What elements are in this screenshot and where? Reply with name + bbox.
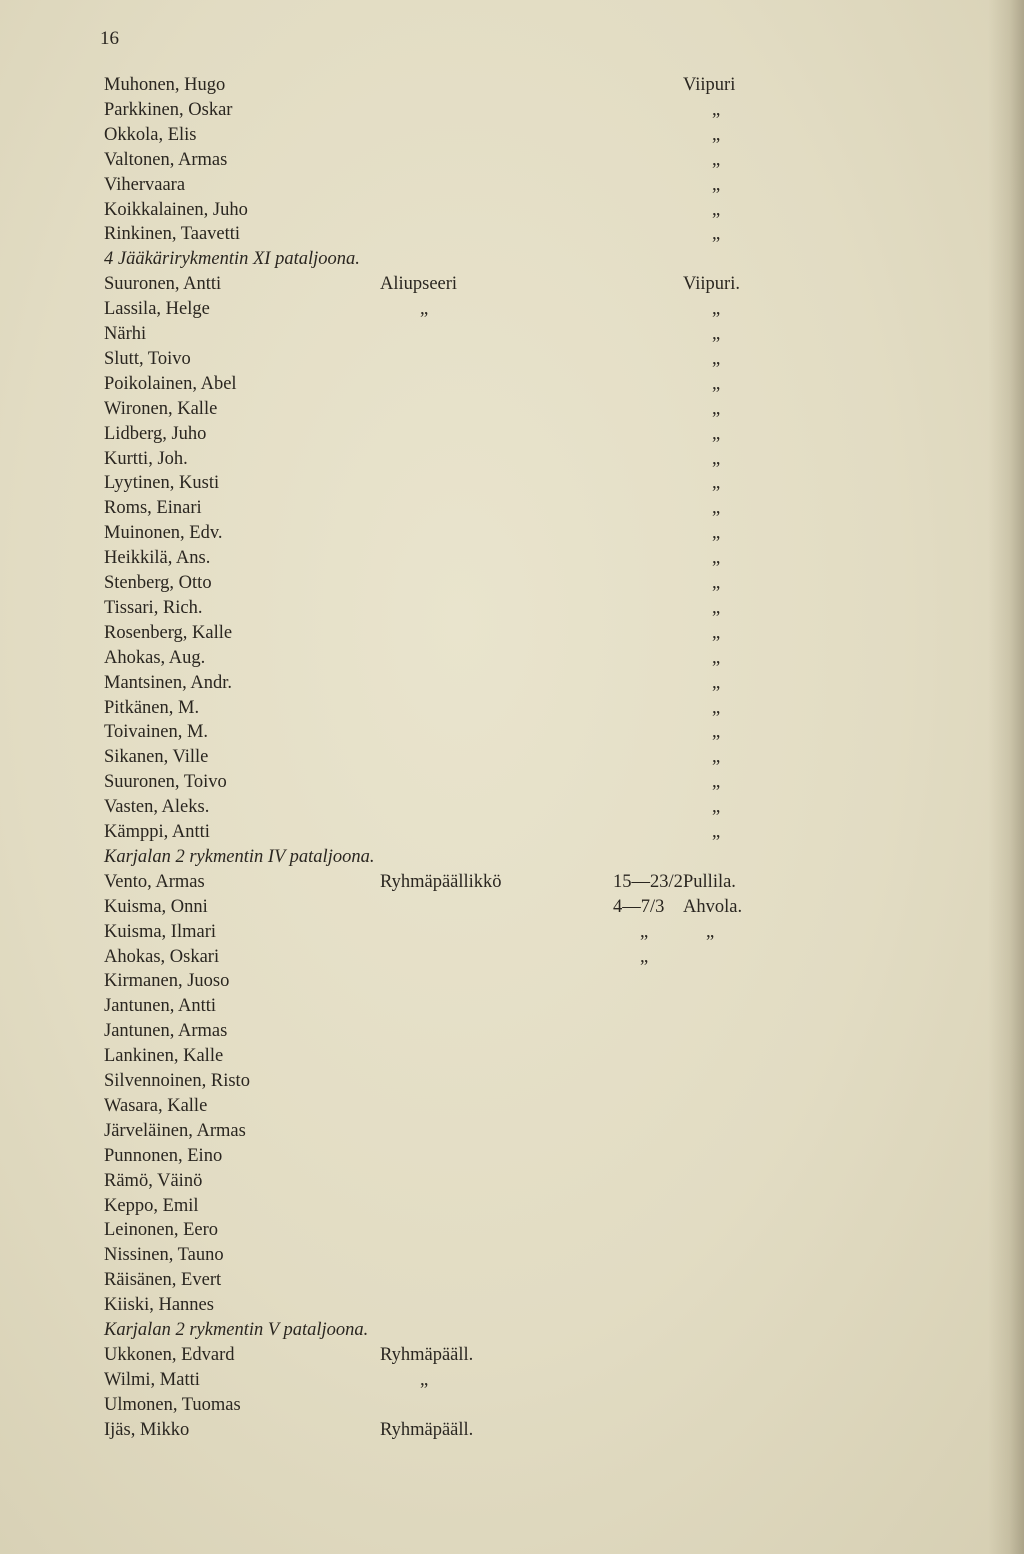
list-item [0,720,1024,745]
person-name: Ukkonen, Edvard [104,1344,235,1365]
person-name: Suuronen, Toivo [104,772,227,793]
list-item [0,671,1024,696]
place-ditto-mark: „ [712,672,721,693]
place-ditto-mark: „ [712,747,721,768]
person-name: Wilmi, Matti [104,1369,200,1390]
page-number: 16 [100,28,119,49]
list-item [0,1144,1024,1169]
place-ditto-mark: „ [712,622,721,643]
person-name: Toivainen, M. [104,722,209,743]
list-item [0,1094,1024,1119]
person-name: Heikkilä, Ans. [104,548,211,569]
list-item [0,1418,1024,1443]
list-item [0,895,1024,920]
place-ditto-mark: „ [706,921,715,942]
list-item [0,1169,1024,1194]
person-name: Tissari, Rich. [104,597,203,618]
person-name: Parkkinen, Oskar [104,99,233,120]
person-name: Ulmonen, Tuomas [104,1394,241,1415]
list-item [0,1218,1024,1243]
list-item [0,123,1024,148]
list-item [0,1044,1024,1069]
person-name: Leinonen, Eero [104,1220,219,1241]
list-item [0,1368,1024,1393]
person-name: Mantsinen, Andr. [104,672,232,693]
person-name: Valtonen, Armas [104,149,228,170]
person-name: Pitkänen, M. [104,697,200,718]
place: Ahvola. [683,896,743,917]
person-name: Roms, Einari [104,498,202,519]
rank: Ryhmäpääll. [380,1419,474,1440]
place-ditto-mark: „ [712,722,721,743]
list-item [0,745,1024,770]
list-item [0,422,1024,447]
person-name: Kurtti, Joh. [104,448,188,469]
place-ditto-mark: „ [712,822,721,842]
list-item [0,98,1024,123]
list-item [0,1293,1024,1318]
person-name: Sikanen, Ville [104,747,209,768]
section-heading-row [0,845,1024,870]
person-name: Kuisma, Onni [104,896,208,917]
person-name: Närhi [104,324,147,344]
list-item [0,148,1024,173]
person-name: Stenberg, Otto [104,573,212,593]
place-ditto-mark: „ [712,498,721,519]
person-name: Kämppi, Antti [104,822,210,842]
person-name: Ijäs, Mikko [104,1419,190,1440]
person-name: Koikkalainen, Juho [104,199,248,220]
person-name: Wasara, Kalle [104,1095,208,1116]
list-item [0,372,1024,397]
place-ditto-mark: „ [712,373,721,394]
list-item [0,222,1024,247]
person-name: Lidberg, Juho [104,423,207,444]
place-ditto-mark: „ [712,573,721,593]
person-name: Okkola, Elis [104,124,197,145]
person-name: Nissinen, Tauno [104,1245,224,1266]
section-heading: Karjalan 2 rykmentin V pataljoona. [104,1320,369,1340]
person-name: Vihervaara [104,174,186,195]
list-item [0,920,1024,945]
place-ditto-mark: „ [712,324,721,344]
place-ditto-mark: „ [712,647,721,668]
rank-ditto-mark: „ [420,1369,429,1390]
list-item [0,1393,1024,1418]
place-ditto-mark: „ [712,797,721,818]
person-name: Kiiski, Hannes [104,1295,214,1316]
list-item [0,471,1024,496]
list-item [0,770,1024,795]
list-item [0,994,1024,1019]
list-item [0,1243,1024,1268]
place-ditto-mark: „ [712,199,721,220]
list-item [0,347,1024,372]
date-ditto-mark: „ [640,921,649,942]
place: Pullila. [683,871,736,892]
place-ditto-mark: „ [712,772,721,793]
place-ditto-mark: „ [712,473,721,494]
place-ditto-mark: „ [712,149,721,170]
person-name: Keppo, Emil [104,1195,199,1216]
person-name: Muhonen, Hugo [104,75,226,95]
place-ditto-mark: „ [712,299,721,320]
place-ditto-mark: „ [712,523,721,544]
person-name: Ahokas, Aug. [104,647,206,668]
rank: Ryhmäpäällikkö [380,871,502,892]
list-item [0,496,1024,521]
place-ditto-mark: „ [712,348,721,369]
list-item [0,646,1024,671]
person-name: Muinonen, Edv. [104,523,223,544]
person-name: Kuisma, Ilmari [104,921,217,942]
person-name: Rämö, Väinö [104,1170,203,1191]
person-name: Lankinen, Kalle [104,1046,224,1067]
section-heading: Karjalan 2 rykmentin IV pataljoona. [104,846,375,867]
list-item [0,1119,1024,1144]
person-name: Rinkinen, Taavetti [104,224,241,245]
list-item [0,969,1024,994]
list-item [0,173,1024,198]
place-ditto-mark: „ [712,448,721,469]
list-item [0,596,1024,621]
list-item [0,521,1024,546]
section-heading-row [0,247,1024,272]
place: Viipuri. [683,274,740,295]
place-ditto-mark: „ [712,124,721,145]
person-name: Punnonen, Eino [104,1145,223,1166]
list-item [0,1268,1024,1293]
list-item [0,1343,1024,1368]
person-name: Vasten, Aleks. [104,797,210,818]
section-heading-row [0,1318,1024,1343]
person-name: Lassila, Helge [104,299,210,320]
rank: Ryhmäpääll. [380,1344,474,1365]
person-name: Slutt, Toivo [104,348,191,369]
place-ditto-mark: „ [712,548,721,569]
person-name: Lyytinen, Kusti [104,473,220,494]
list-item [0,297,1024,322]
person-name: Jantunen, Armas [104,1021,228,1042]
list-item [0,272,1024,297]
person-name: Räisänen, Evert [104,1270,222,1291]
list-item [0,1019,1024,1044]
person-name: Järveläinen, Armas [104,1120,246,1141]
place-ditto-mark: „ [712,224,721,245]
list-item [0,621,1024,646]
person-name: Suuronen, Antti [104,274,222,295]
place-ditto-mark: „ [712,597,721,618]
list-item [0,795,1024,820]
date: 15—23/2 [613,871,683,892]
person-name: Wironen, Kalle [104,398,218,419]
date: 4—7/3 [613,896,665,917]
place: Viipuri [683,75,736,95]
person-name: Poikolainen, Abel [104,373,237,394]
place-ditto-mark: „ [712,398,721,419]
person-name: Rosenberg, Kalle [104,622,233,643]
list-item [0,198,1024,223]
list-item [0,447,1024,472]
list-item [0,945,1024,970]
rank-ditto-mark: „ [420,299,429,320]
rank: Aliupseeri [380,274,458,295]
date-ditto-mark: „ [640,946,649,967]
list-item [0,546,1024,571]
list-item [0,820,1024,845]
person-name: Ahokas, Oskari [104,946,220,967]
list-item [0,870,1024,895]
list-item [0,571,1024,596]
list-item [0,73,1024,98]
place-ditto-mark: „ [712,423,721,444]
section-heading: 4 Jääkärirykmentin XI pataljoona. [104,249,360,270]
place-ditto-mark: „ [712,697,721,718]
place-ditto-mark: „ [712,174,721,195]
list-item [0,1194,1024,1219]
person-name: Vento, Armas [104,871,205,892]
place-ditto-mark: „ [712,99,721,120]
list-item [0,397,1024,422]
person-name: Jantunen, Antti [104,996,217,1017]
person-name: Silvennoinen, Risto [104,1071,250,1091]
list-item [0,1069,1024,1094]
person-name: Kirmanen, Juoso [104,971,230,992]
list-item [0,696,1024,721]
list-item [0,322,1024,347]
